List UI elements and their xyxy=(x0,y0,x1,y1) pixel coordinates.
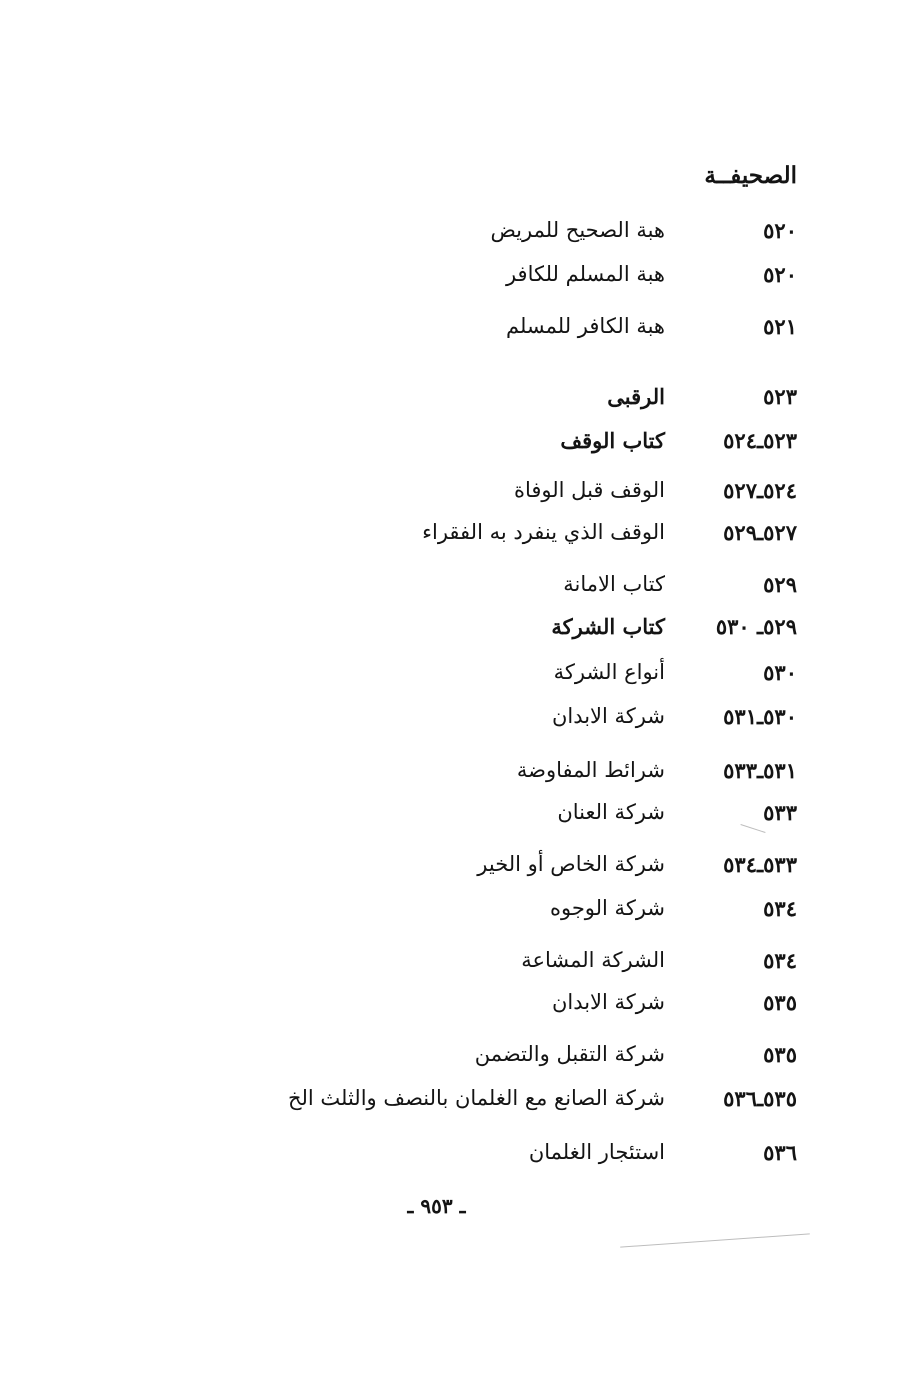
toc-entry xyxy=(0,704,923,736)
toc-entry-title: شركة العنان xyxy=(557,800,665,824)
toc-entry xyxy=(0,1140,923,1172)
toc-entry-title: شركة الابدان xyxy=(551,704,665,728)
toc-entry xyxy=(0,660,923,692)
page-number: ـ ٩٥٣ ـ xyxy=(407,1194,466,1218)
toc-entry-title: شركة الوجوه xyxy=(549,896,665,920)
toc-entry-title: شركة الصانع مع الغلمان بالنصف والثلث الخ xyxy=(287,1086,665,1110)
toc-entry xyxy=(0,428,923,460)
toc-entry-page-range: ٥٢٣ xyxy=(763,384,797,409)
toc-entry-title: استئجار الغلمان xyxy=(528,1140,665,1164)
toc-entry-title: كتاب الشركة xyxy=(551,614,665,639)
toc-entry-page-range: ٥٢١ xyxy=(763,314,797,339)
toc-entry xyxy=(0,384,923,416)
toc-entry xyxy=(0,262,923,294)
column-header-page: الصحيفــة xyxy=(704,162,797,189)
toc-entry-title: الوقف الذي ينفرد به الفقراء xyxy=(422,520,665,544)
toc-entry-page-range: ٥٢٣ـ٥٢٤ xyxy=(723,428,797,453)
scan-artifact-line xyxy=(620,1233,810,1247)
toc-entry-page-range: ٥٢٠ xyxy=(763,262,797,287)
toc-entry-page-range: ٥٣٥ xyxy=(763,990,797,1015)
toc-entry-page-range: ٥٣٥ xyxy=(763,1042,797,1067)
toc-entry-page-range: ٥٢٤ـ٥٢٧ xyxy=(723,478,797,503)
toc-entry-title: الوقف قبل الوفاة xyxy=(513,478,665,502)
toc-entry-page-range: ٥٣٣ـ٥٣٤ xyxy=(723,852,797,877)
toc-entry-page-range: ٥٣١ـ٥٣٣ xyxy=(723,758,797,783)
toc-entry-title: شركة الابدان xyxy=(551,990,665,1014)
toc-entry-title: كتاب الوقف xyxy=(560,428,665,453)
toc-entry-page-range: ٥٣٣ xyxy=(763,800,797,825)
toc-entry-page-range: ٥٣٠ـ٥٣١ xyxy=(723,704,797,729)
toc-entry xyxy=(0,314,923,346)
toc-entry-page-range: ٥٣٦ xyxy=(763,1140,797,1165)
toc-entry-title: شركة التقبل والتضمن xyxy=(474,1042,665,1066)
toc-entry-page-range: ٥٣٠ xyxy=(763,660,797,685)
toc-entry xyxy=(0,1086,923,1118)
toc-entry-title: هبة الصحيح للمريض xyxy=(490,218,665,242)
toc-entry xyxy=(0,758,923,790)
toc-entry-title: هبة المسلم للكافر xyxy=(505,262,665,286)
toc-entry xyxy=(0,852,923,884)
toc-entry-page-range: ٥٢٩ xyxy=(763,572,797,597)
toc-entry-title: الشركة المشاعة xyxy=(521,948,665,972)
toc-entry-page-range: ٥٢٧ـ٥٢٩ xyxy=(723,520,797,545)
toc-entry xyxy=(0,896,923,928)
toc-entry xyxy=(0,990,923,1022)
toc-entry-page-range: ٥٣٤ xyxy=(763,948,797,973)
toc-entry xyxy=(0,800,923,832)
toc-entry-page-range: ٥٢٠ xyxy=(763,218,797,243)
toc-entry xyxy=(0,478,923,510)
toc-entry xyxy=(0,948,923,980)
toc-entry-title: الرقبى xyxy=(607,384,665,409)
toc-entry-title: كتاب الامانة xyxy=(563,572,665,596)
toc-entry-title: هبة الكافر للمسلم xyxy=(505,314,665,338)
toc-entry-title: أنواع الشركة xyxy=(553,660,665,684)
toc-entry xyxy=(0,614,923,646)
toc-entry xyxy=(0,218,923,250)
toc-entry-title: شرائط المفاوضة xyxy=(516,758,665,782)
toc-entry-page-range: ٥٣٥ـ٥٣٦ xyxy=(723,1086,797,1111)
toc-entry xyxy=(0,572,923,604)
toc-entry-page-range: ٥٣٤ xyxy=(763,896,797,921)
toc-entry xyxy=(0,1042,923,1074)
toc-entry-title: شركة الخاص أو الخير xyxy=(477,852,665,876)
toc-entry xyxy=(0,520,923,552)
toc-entry-page-range: ٥٢٩ـ ٥٣٠ xyxy=(715,614,797,639)
